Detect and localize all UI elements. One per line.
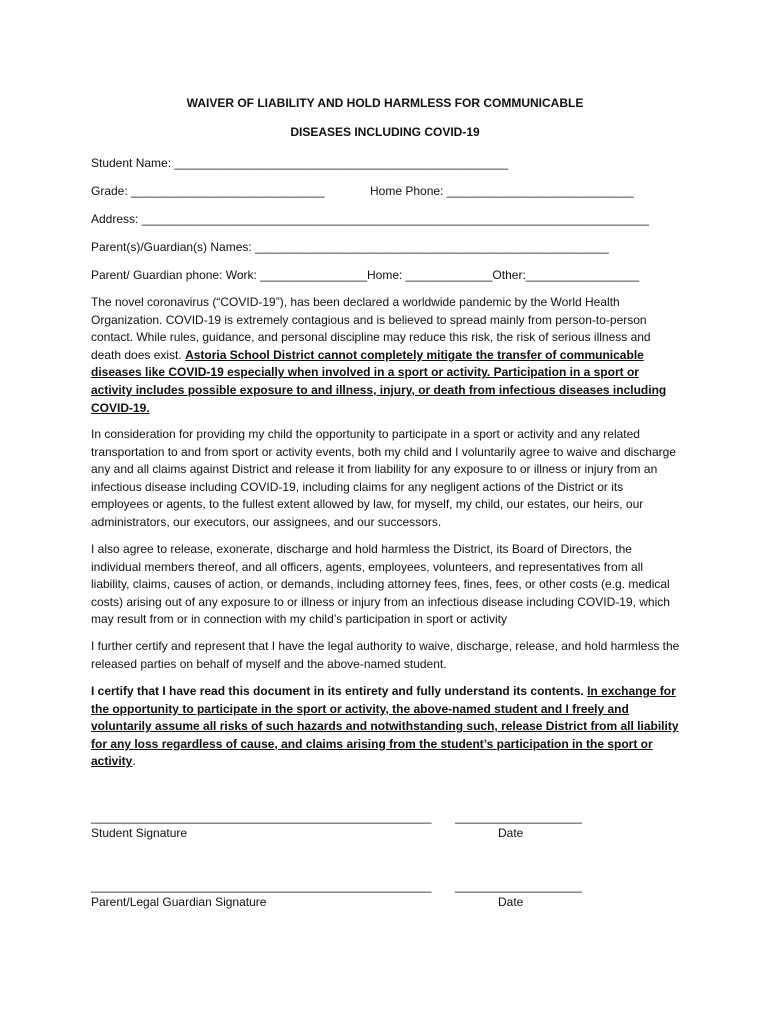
- guardian-names-field[interactable]: Parent(s)/Guardian(s) Names: _____________________________________________________: [91, 240, 609, 254]
- paragraph-acknowledgement: [91, 683, 681, 771]
- paragraph-release: I also agree to release, exonerate, discharge and hold harmless the District, its Board of Directors, the individual members thereof, and all officers, agents, employees, volunteers, and representatives from all liability, claims, causes of action, or demands, including attorney fees, fines, fees, or other costs (e.g. medical costs) arising out of any exposure to or illness or injury from an infectious disease including COVID-19, which may result from or in connection with my child’s participation in sport or activity: [91, 542, 670, 627]
- guardian-signature-label: Parent/Legal Guardian Signature: [91, 895, 267, 909]
- guardian-signature-line[interactable]: ___________________________________________________: [91, 879, 432, 893]
- address-field[interactable]: Address: ____________________________________________________________________________: [91, 212, 649, 226]
- paragraph-covid-risk: [91, 294, 681, 417]
- student-signature-line[interactable]: ___________________________________________________: [91, 810, 432, 824]
- covid-risk-text: The novel coronavirus (“COVID-19”), has been declared a worldwide pandemic by the World Health Organization. COVID-19 is extremely contagious and is believed to spread mainly from person-to-person contact. While rules, guidance, and personal discipline may reduce this risk, the risk of serious illness and death does exist.: [91, 295, 651, 362]
- guardian-date-label: Date: [498, 895, 524, 909]
- paragraph-certify-authority: I further certify and represent that I have the legal authority to waive, discharge, release, and hold harmless the released parties on behalf of myself and the above-named student.: [91, 639, 680, 671]
- home-phone-field[interactable]: Home Phone: ____________________________: [370, 184, 634, 198]
- title-line-2: DISEASES INCLUDING COVID-19: [290, 125, 480, 139]
- covid-risk-emphasis: Astoria School District cannot completely mitigate the transfer of communicable diseases like COVID-19 especially when involved in a sport or activity. Participation in a sport or activity includes possible exposure to and illness, injury, or death from infectious diseases including COVID-19.: [91, 347, 667, 415]
- student-name-field[interactable]: Student Name: __________________________________________________: [91, 156, 509, 170]
- paragraph-consideration: In consideration for providing my child the opportunity to participate in a sport or activity and any related transportation to and from sport or activity events, both my child and I voluntarily agree to waive and discharge any and all claims against District and release it from liability for any exposure to or illness or injury from an infectious disease including COVID-19, including claims for any negligent actions of the District or its employees or agents, to the fullest extent allowed by law, for myself, my child, our estates, our heirs, our administrators, our executors, our assignees, and our successors.: [91, 427, 676, 529]
- grade-field[interactable]: Grade: _____________________________: [91, 184, 325, 198]
- student-date-line[interactable]: ___________________: [455, 810, 582, 824]
- title-line-1: WAIVER OF LIABILITY AND HOLD HARMLESS FOR COMMUNICABLE: [186, 96, 584, 110]
- guardian-phone-field[interactable]: Parent/ Guardian phone: Work: ________________Home: _____________Other:_________________: [91, 268, 640, 282]
- student-signature-label: Student Signature: [91, 826, 188, 840]
- acknowledgement-end: .: [132, 754, 136, 769]
- acknowledgement-underlined: In exchange for the opportunity to participate in the sport or activity, the above-named student and I freely and voluntarily assume all risks of such hazards and notwithstanding such, release District from all liability for any loss regardless of cause, and claims arising from the student’s participation in the sport or activity: [91, 684, 679, 769]
- guardian-date-line[interactable]: ___________________: [455, 879, 582, 893]
- student-date-label: Date: [498, 826, 524, 840]
- acknowledgement-bold: I certify that I have read this document in its entirety and fully understand its contents.: [91, 684, 588, 698]
